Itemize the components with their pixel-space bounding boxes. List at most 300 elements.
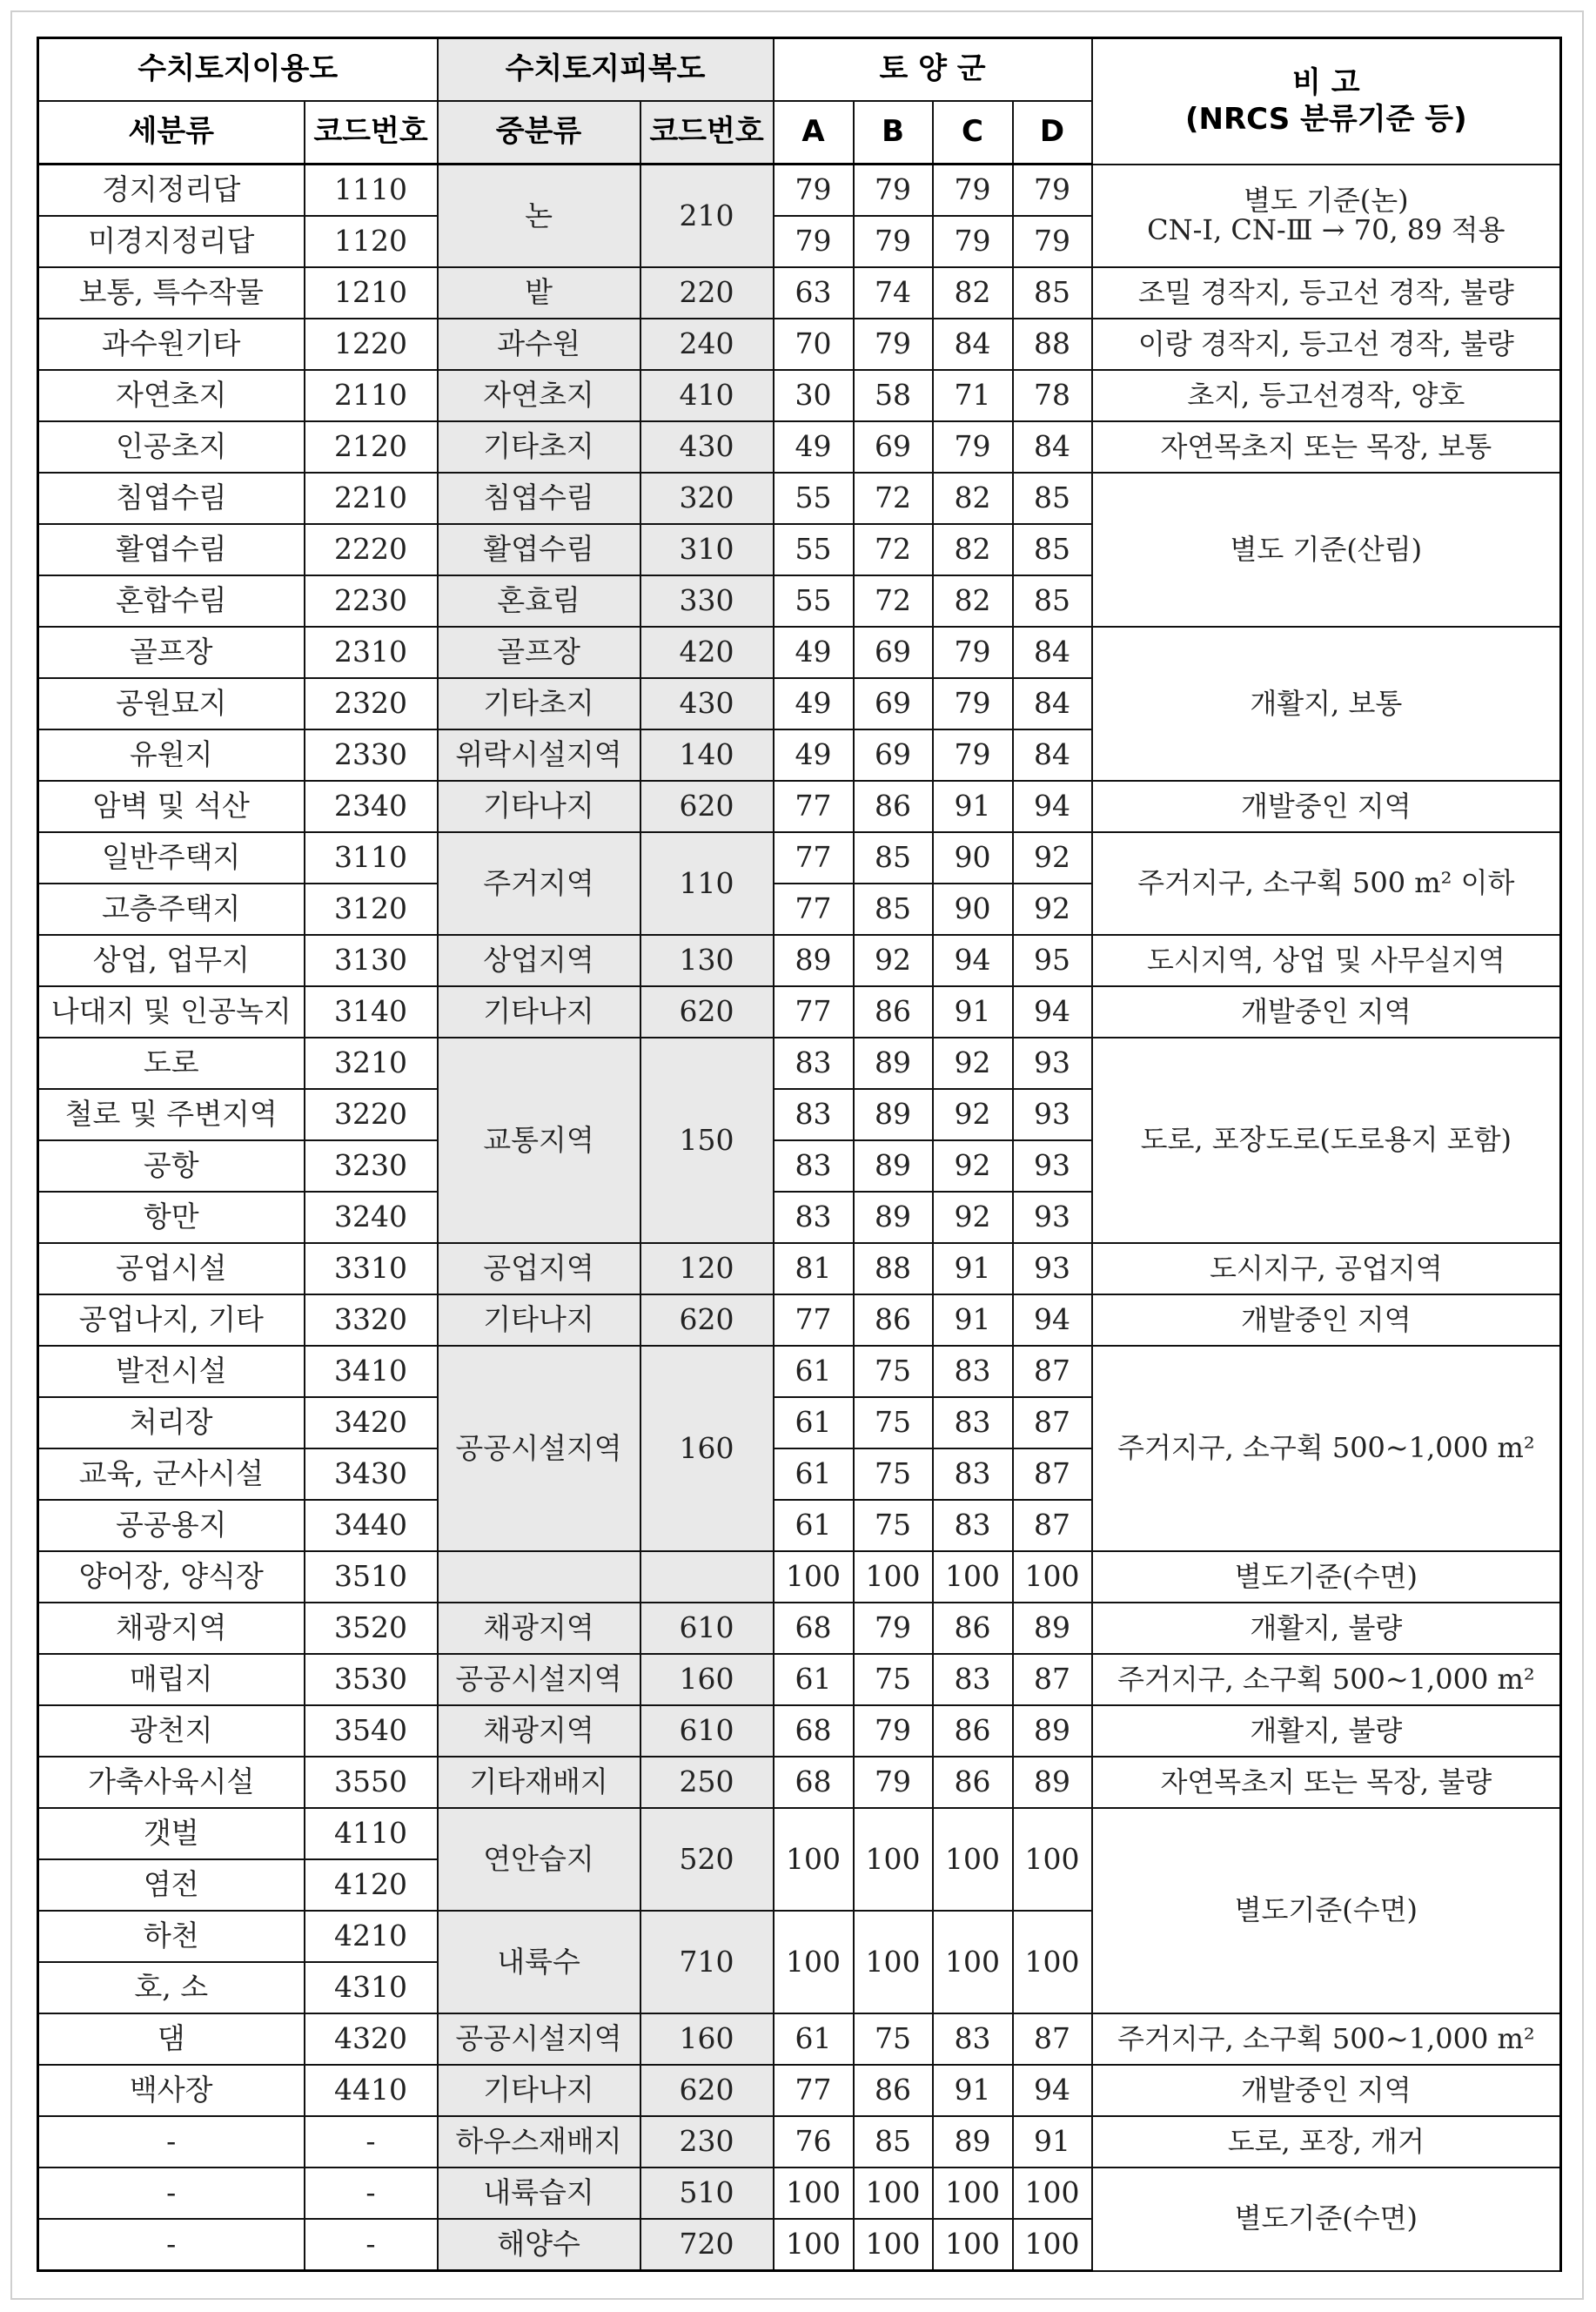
cell-subclass: 공업시설 bbox=[38, 1243, 305, 1294]
table-row bbox=[38, 1603, 1561, 1654]
cell-soil-a: 68 bbox=[774, 1705, 854, 1757]
cell-code1: 2210 bbox=[305, 473, 438, 524]
cell-code2: 160 bbox=[640, 1654, 774, 1705]
cell-soil-d: 89 bbox=[1013, 1603, 1092, 1654]
cell-soil-b: 100 bbox=[854, 1808, 933, 1911]
cell-code2: 610 bbox=[640, 1603, 774, 1654]
cell-code1: 3230 bbox=[305, 1140, 438, 1192]
cell-soil-b: 75 bbox=[854, 1346, 933, 1397]
cell-soil-d: 89 bbox=[1013, 1757, 1092, 1808]
header-remarks-line2: (NRCS 분류기준 등) bbox=[1184, 102, 1467, 138]
cell-soil-a: 55 bbox=[774, 575, 854, 627]
cell-soil-d: 85 bbox=[1013, 267, 1092, 319]
cell-subclass: - bbox=[38, 2219, 305, 2271]
cell-soil-d: 100 bbox=[1013, 1808, 1092, 1911]
header-soil-b: B bbox=[854, 101, 933, 165]
cell-code1: 4410 bbox=[305, 2065, 438, 2116]
cell-soil-a: 63 bbox=[774, 267, 854, 319]
cell-soil-d: 84 bbox=[1013, 678, 1092, 729]
cell-code1: 2330 bbox=[305, 729, 438, 781]
cell-subclass: 가축사육시설 bbox=[38, 1757, 305, 1808]
cell-subclass: 공항 bbox=[38, 1140, 305, 1192]
cell-soil-b: 100 bbox=[854, 2219, 933, 2271]
cell-midclass: 하우스재배지 bbox=[438, 2116, 640, 2168]
cell-midclass: 논 bbox=[438, 165, 640, 268]
cell-soil-b: 86 bbox=[854, 1294, 933, 1346]
cell-soil-c: 83 bbox=[933, 1448, 1013, 1500]
remark-text: 초지, 등고선경작, 양호 bbox=[1187, 378, 1465, 412]
cell-soil-a: 61 bbox=[774, 1448, 854, 1500]
cell-soil-c: 82 bbox=[933, 524, 1013, 575]
cell-soil-d: 94 bbox=[1013, 986, 1092, 1038]
cell-code2: 620 bbox=[640, 781, 774, 832]
cell-code2: 610 bbox=[640, 1705, 774, 1757]
cell-midclass: 내륙습지 bbox=[438, 2168, 640, 2219]
remark-text: 개발중인 지역 bbox=[1240, 2073, 1412, 2107]
cell-soil-a: 77 bbox=[774, 884, 854, 935]
cell-remark bbox=[1092, 1294, 1561, 1346]
cell-soil-a: 83 bbox=[774, 1140, 854, 1192]
cell-remark bbox=[1092, 935, 1561, 986]
cell-midclass: 공공시설지역 bbox=[438, 1654, 640, 1705]
cell-soil-c: 83 bbox=[933, 1500, 1013, 1551]
cell-code1: 3540 bbox=[305, 1705, 438, 1757]
cell-soil-b: 89 bbox=[854, 1192, 933, 1243]
cell-soil-b: 86 bbox=[854, 2065, 933, 2116]
table-row bbox=[38, 1808, 1561, 1859]
cell-soil-a: 76 bbox=[774, 2116, 854, 2168]
table-row bbox=[38, 1757, 1561, 1808]
cn-classification-table bbox=[37, 37, 1562, 2272]
header-soil-group: 토 양 군 bbox=[774, 38, 1092, 102]
cell-code1: 1210 bbox=[305, 267, 438, 319]
header-subclass: 세분류 bbox=[38, 101, 305, 165]
remark-text: 개활지, 보통 bbox=[1250, 686, 1403, 720]
cell-soil-c: 100 bbox=[933, 1551, 1013, 1603]
cell-soil-b: 75 bbox=[854, 1397, 933, 1448]
cell-midclass: 기타나지 bbox=[438, 781, 640, 832]
cell-soil-a: 61 bbox=[774, 1654, 854, 1705]
cell-soil-b: 89 bbox=[854, 1038, 933, 1089]
cell-code2: 130 bbox=[640, 935, 774, 986]
cell-soil-a: 30 bbox=[774, 370, 854, 421]
cell-soil-c: 89 bbox=[933, 2116, 1013, 2168]
cell-soil-b: 92 bbox=[854, 935, 933, 986]
cell-soil-a: 83 bbox=[774, 1038, 854, 1089]
cell-remark bbox=[1092, 2065, 1561, 2116]
cell-remark bbox=[1092, 1808, 1561, 2013]
cell-code1: 4120 bbox=[305, 1859, 438, 1911]
header-code2: 코드번호 bbox=[640, 101, 774, 165]
cell-remark bbox=[1092, 832, 1561, 935]
cell-soil-b: 89 bbox=[854, 1140, 933, 1192]
cell-remark bbox=[1092, 1757, 1561, 1808]
cell-midclass: 상업지역 bbox=[438, 935, 640, 986]
cell-soil-a: 49 bbox=[774, 729, 854, 781]
cell-remark bbox=[1092, 781, 1561, 832]
remark-text: 도로, 포장, 개거 bbox=[1227, 2124, 1425, 2158]
cell-soil-d: 79 bbox=[1013, 216, 1092, 267]
cell-code2: 230 bbox=[640, 2116, 774, 2168]
cell-soil-c: 82 bbox=[933, 267, 1013, 319]
cell-code1: 2310 bbox=[305, 627, 438, 678]
cell-soil-d: 85 bbox=[1013, 524, 1092, 575]
cell-code1: 3120 bbox=[305, 884, 438, 935]
cell-code2: 620 bbox=[640, 1294, 774, 1346]
cell-remark bbox=[1092, 267, 1561, 319]
cell-soil-d: 85 bbox=[1013, 575, 1092, 627]
cell-soil-a: 68 bbox=[774, 1757, 854, 1808]
cell-soil-c: 79 bbox=[933, 678, 1013, 729]
cell-soil-b: 75 bbox=[854, 2013, 933, 2065]
cell-subclass: 과수원기타 bbox=[38, 319, 305, 370]
remark-text: 주거지구, 소구획 500~1,000 m² bbox=[1117, 1431, 1535, 1465]
cell-soil-c: 94 bbox=[933, 935, 1013, 986]
cell-midclass: 채광지역 bbox=[438, 1705, 640, 1757]
header-soil-d: D bbox=[1013, 101, 1092, 165]
cell-midclass: 기타나지 bbox=[438, 986, 640, 1038]
cell-code2: 220 bbox=[640, 267, 774, 319]
table-row bbox=[38, 1243, 1561, 1294]
cell-midclass: 내륙수 bbox=[438, 1911, 640, 2013]
cell-soil-a: 79 bbox=[774, 165, 854, 217]
table-row bbox=[38, 2116, 1561, 2168]
cell-soil-b: 79 bbox=[854, 1757, 933, 1808]
cell-code2 bbox=[640, 1551, 774, 1603]
table-row bbox=[38, 781, 1561, 832]
remark-text: 개발중인 지역 bbox=[1240, 789, 1412, 823]
cell-soil-b: 69 bbox=[854, 729, 933, 781]
remark-text: 별도기준(수면) bbox=[1234, 2201, 1418, 2235]
cell-soil-a: 61 bbox=[774, 1500, 854, 1551]
cell-soil-d: 92 bbox=[1013, 832, 1092, 884]
cell-code2: 320 bbox=[640, 473, 774, 524]
cell-remark bbox=[1092, 1243, 1561, 1294]
cell-code2: 160 bbox=[640, 1346, 774, 1551]
cell-code1: 3240 bbox=[305, 1192, 438, 1243]
cell-soil-d: 84 bbox=[1013, 421, 1092, 473]
cell-soil-b: 72 bbox=[854, 575, 933, 627]
cell-soil-c: 92 bbox=[933, 1192, 1013, 1243]
cell-subclass: 자연초지 bbox=[38, 370, 305, 421]
cell-soil-c: 83 bbox=[933, 1397, 1013, 1448]
cell-code1: 2320 bbox=[305, 678, 438, 729]
remark-text: 도로, 포장도로(도로용지 포함) bbox=[1140, 1123, 1512, 1157]
cell-code2: 420 bbox=[640, 627, 774, 678]
cell-code1: 2230 bbox=[305, 575, 438, 627]
cell-midclass: 해양수 bbox=[438, 2219, 640, 2271]
cell-soil-a: 49 bbox=[774, 627, 854, 678]
cell-code2: 330 bbox=[640, 575, 774, 627]
cell-code1: 3210 bbox=[305, 1038, 438, 1089]
cell-soil-d: 87 bbox=[1013, 2013, 1092, 2065]
cell-soil-d: 91 bbox=[1013, 2116, 1092, 2168]
table-row bbox=[38, 1038, 1561, 1089]
cell-code2: 720 bbox=[640, 2219, 774, 2271]
cell-code1: - bbox=[305, 2168, 438, 2219]
cell-soil-c: 92 bbox=[933, 1140, 1013, 1192]
cell-midclass: 연안습지 bbox=[438, 1808, 640, 1911]
cell-soil-a: 100 bbox=[774, 1551, 854, 1603]
cell-code2: 160 bbox=[640, 2013, 774, 2065]
cell-code1: - bbox=[305, 2219, 438, 2271]
cell-code2: 110 bbox=[640, 832, 774, 935]
cell-soil-a: 70 bbox=[774, 319, 854, 370]
table-row bbox=[38, 2013, 1561, 2065]
cell-code1: 4320 bbox=[305, 2013, 438, 2065]
remark-text: 자연목초지 또는 목장, 불량 bbox=[1160, 1764, 1492, 1798]
cell-soil-c: 92 bbox=[933, 1038, 1013, 1089]
cell-midclass: 과수원 bbox=[438, 319, 640, 370]
table-row bbox=[38, 1551, 1561, 1603]
cell-subclass: 호, 소 bbox=[38, 1962, 305, 2013]
header-soil-a: A bbox=[774, 101, 854, 165]
cell-subclass: 공원묘지 bbox=[38, 678, 305, 729]
cell-midclass: 밭 bbox=[438, 267, 640, 319]
cell-code1: 2120 bbox=[305, 421, 438, 473]
table-row bbox=[38, 473, 1561, 524]
cell-code1: 4110 bbox=[305, 1808, 438, 1859]
cell-code1: 3320 bbox=[305, 1294, 438, 1346]
remark-text-line2: CN-Ⅰ, CN-Ⅲ → 70, 89 적용 bbox=[1147, 212, 1505, 246]
cell-soil-b: 85 bbox=[854, 884, 933, 935]
cell-subclass: 고층주택지 bbox=[38, 884, 305, 935]
cell-subclass: 항만 bbox=[38, 1192, 305, 1243]
table-row bbox=[38, 1346, 1561, 1397]
cell-code1: 3430 bbox=[305, 1448, 438, 1500]
cell-soil-d: 87 bbox=[1013, 1397, 1092, 1448]
remark-text: 개발중인 지역 bbox=[1240, 994, 1412, 1028]
cell-code1: 3410 bbox=[305, 1346, 438, 1397]
cell-code1: 3420 bbox=[305, 1397, 438, 1448]
cell-subclass: 활엽수림 bbox=[38, 524, 305, 575]
cell-soil-a: 81 bbox=[774, 1243, 854, 1294]
cell-remark bbox=[1092, 421, 1561, 473]
cell-soil-d: 94 bbox=[1013, 781, 1092, 832]
cell-soil-d: 78 bbox=[1013, 370, 1092, 421]
cell-midclass: 침엽수림 bbox=[438, 473, 640, 524]
table-row bbox=[38, 832, 1561, 884]
cell-subclass: 인공초지 bbox=[38, 421, 305, 473]
cell-soil-d: 100 bbox=[1013, 1551, 1092, 1603]
table-body bbox=[38, 165, 1561, 2271]
cell-subclass: 경지정리답 bbox=[38, 165, 305, 217]
cell-soil-a: 61 bbox=[774, 2013, 854, 2065]
cell-soil-b: 89 bbox=[854, 1089, 933, 1140]
cell-soil-c: 91 bbox=[933, 1243, 1013, 1294]
cell-soil-a: 100 bbox=[774, 2168, 854, 2219]
cell-soil-b: 79 bbox=[854, 165, 933, 217]
cell-soil-c: 84 bbox=[933, 319, 1013, 370]
cell-soil-b: 85 bbox=[854, 832, 933, 884]
cell-remark bbox=[1092, 1603, 1561, 1654]
cell-subclass: 갯벌 bbox=[38, 1808, 305, 1859]
cell-midclass: 혼효림 bbox=[438, 575, 640, 627]
cell-soil-d: 95 bbox=[1013, 935, 1092, 986]
table-row bbox=[38, 421, 1561, 473]
cell-code2: 430 bbox=[640, 678, 774, 729]
header-cover-group: 수치토지피복도 bbox=[438, 38, 774, 102]
cell-midclass: 골프장 bbox=[438, 627, 640, 678]
remark-text: 별도기준(수면) bbox=[1234, 1559, 1418, 1593]
cell-soil-b: 100 bbox=[854, 1551, 933, 1603]
cell-remark bbox=[1092, 2168, 1561, 2271]
cell-code2: 510 bbox=[640, 2168, 774, 2219]
table-row bbox=[38, 935, 1561, 986]
cell-code2: 310 bbox=[640, 524, 774, 575]
cell-soil-c: 79 bbox=[933, 165, 1013, 217]
cell-soil-b: 69 bbox=[854, 678, 933, 729]
cell-soil-b: 79 bbox=[854, 1705, 933, 1757]
header-code1: 코드번호 bbox=[305, 101, 438, 165]
cell-soil-a: 61 bbox=[774, 1397, 854, 1448]
cell-subclass: 발전시설 bbox=[38, 1346, 305, 1397]
cell-code1: 3110 bbox=[305, 832, 438, 884]
cell-subclass: 양어장, 양식장 bbox=[38, 1551, 305, 1603]
cell-soil-b: 72 bbox=[854, 473, 933, 524]
cell-subclass: 매립지 bbox=[38, 1654, 305, 1705]
cell-soil-d: 94 bbox=[1013, 1294, 1092, 1346]
remark-text: 개활지, 불량 bbox=[1250, 1713, 1403, 1747]
cell-soil-c: 92 bbox=[933, 1089, 1013, 1140]
cell-subclass: 유원지 bbox=[38, 729, 305, 781]
remark-text: 주거지구, 소구획 500 m² 이하 bbox=[1137, 866, 1515, 900]
cell-soil-b: 75 bbox=[854, 1448, 933, 1500]
cell-soil-c: 83 bbox=[933, 1654, 1013, 1705]
table-row bbox=[38, 370, 1561, 421]
remark-text: 개발중인 지역 bbox=[1240, 1302, 1412, 1336]
cell-code1: 4310 bbox=[305, 1962, 438, 2013]
cell-soil-d: 87 bbox=[1013, 1448, 1092, 1500]
cell-soil-a: 49 bbox=[774, 678, 854, 729]
cell-remark bbox=[1092, 165, 1561, 268]
cell-code1: 2110 bbox=[305, 370, 438, 421]
remark-text: 도시지구, 공업지역 bbox=[1209, 1251, 1443, 1285]
cell-midclass: 기타나지 bbox=[438, 2065, 640, 2116]
cell-remark bbox=[1092, 1038, 1561, 1243]
header-landuse-group: 수치토지이용도 bbox=[38, 38, 438, 102]
cell-soil-a: 55 bbox=[774, 473, 854, 524]
cell-soil-b: 69 bbox=[854, 627, 933, 678]
remark-text: 개활지, 불량 bbox=[1250, 1610, 1403, 1644]
cell-midclass: 활엽수림 bbox=[438, 524, 640, 575]
cell-subclass: 공공용지 bbox=[38, 1500, 305, 1551]
cell-soil-c: 79 bbox=[933, 421, 1013, 473]
cell-subclass: 광천지 bbox=[38, 1705, 305, 1757]
cell-subclass: 채광지역 bbox=[38, 1603, 305, 1654]
cell-subclass: 미경지정리답 bbox=[38, 216, 305, 267]
cell-soil-a: 83 bbox=[774, 1192, 854, 1243]
cell-code1: 3530 bbox=[305, 1654, 438, 1705]
cell-remark bbox=[1092, 986, 1561, 1038]
cell-code1: 3310 bbox=[305, 1243, 438, 1294]
cell-soil-a: 100 bbox=[774, 1911, 854, 2013]
cell-soil-a: 55 bbox=[774, 524, 854, 575]
cell-code1: 2220 bbox=[305, 524, 438, 575]
cell-remark bbox=[1092, 1346, 1561, 1551]
header-remarks-line1: 비 고 bbox=[1292, 64, 1360, 100]
cell-remark bbox=[1092, 370, 1561, 421]
cell-soil-c: 90 bbox=[933, 832, 1013, 884]
cell-soil-b: 100 bbox=[854, 2168, 933, 2219]
cell-code2: 620 bbox=[640, 986, 774, 1038]
cell-code2: 430 bbox=[640, 421, 774, 473]
cell-subclass: 혼합수림 bbox=[38, 575, 305, 627]
cell-soil-c: 90 bbox=[933, 884, 1013, 935]
cell-soil-d: 93 bbox=[1013, 1243, 1092, 1294]
cell-code1: 4210 bbox=[305, 1911, 438, 1962]
cell-soil-c: 79 bbox=[933, 729, 1013, 781]
remark-text: 주거지구, 소구획 500~1,000 m² bbox=[1117, 1662, 1535, 1696]
table-row bbox=[38, 1654, 1561, 1705]
cell-soil-a: 100 bbox=[774, 2219, 854, 2271]
cell-soil-c: 86 bbox=[933, 1757, 1013, 1808]
cell-soil-c: 91 bbox=[933, 1294, 1013, 1346]
cell-code2: 150 bbox=[640, 1038, 774, 1243]
cell-subclass: 교육, 군사시설 bbox=[38, 1448, 305, 1500]
cell-code2: 710 bbox=[640, 1911, 774, 2013]
cell-code1: - bbox=[305, 2116, 438, 2168]
header-midclass: 중분류 bbox=[438, 101, 640, 165]
cell-remark bbox=[1092, 2116, 1561, 2168]
cell-soil-c: 79 bbox=[933, 627, 1013, 678]
cell-midclass: 기타나지 bbox=[438, 1294, 640, 1346]
cell-soil-d: 84 bbox=[1013, 729, 1092, 781]
remark-text: 주거지구, 소구획 500~1,000 m² bbox=[1117, 2021, 1535, 2055]
table-row bbox=[38, 986, 1561, 1038]
cell-soil-c: 71 bbox=[933, 370, 1013, 421]
cell-soil-a: 77 bbox=[774, 986, 854, 1038]
cell-soil-d: 79 bbox=[1013, 165, 1092, 217]
cell-soil-d: 100 bbox=[1013, 1911, 1092, 2013]
cell-soil-b: 79 bbox=[854, 216, 933, 267]
cell-soil-c: 100 bbox=[933, 1911, 1013, 2013]
cell-subclass: 골프장 bbox=[38, 627, 305, 678]
cell-code2: 620 bbox=[640, 2065, 774, 2116]
cell-soil-d: 100 bbox=[1013, 2219, 1092, 2271]
cell-soil-a: 79 bbox=[774, 216, 854, 267]
cell-midclass: 채광지역 bbox=[438, 1603, 640, 1654]
cell-remark bbox=[1092, 2013, 1561, 2065]
cell-midclass: 기타초지 bbox=[438, 678, 640, 729]
cell-midclass: 공공시설지역 bbox=[438, 1346, 640, 1551]
cell-soil-a: 83 bbox=[774, 1089, 854, 1140]
cell-soil-d: 93 bbox=[1013, 1192, 1092, 1243]
table-row bbox=[38, 1705, 1561, 1757]
cell-soil-d: 93 bbox=[1013, 1140, 1092, 1192]
table-row bbox=[38, 319, 1561, 370]
cell-subclass: 보통, 특수작물 bbox=[38, 267, 305, 319]
cell-soil-c: 83 bbox=[933, 2013, 1013, 2065]
cell-soil-b: 75 bbox=[854, 1500, 933, 1551]
table-row bbox=[38, 2168, 1561, 2219]
cell-remark bbox=[1092, 1551, 1561, 1603]
header-soil-c: C bbox=[933, 101, 1013, 165]
cell-code1: 1120 bbox=[305, 216, 438, 267]
cell-code1: 3440 bbox=[305, 1500, 438, 1551]
cell-soil-d: 87 bbox=[1013, 1654, 1092, 1705]
remark-text: 자연목초지 또는 목장, 보통 bbox=[1160, 429, 1492, 463]
cell-soil-a: 68 bbox=[774, 1603, 854, 1654]
cell-midclass: 공업지역 bbox=[438, 1243, 640, 1294]
cell-code2: 250 bbox=[640, 1757, 774, 1808]
cell-code1: 3220 bbox=[305, 1089, 438, 1140]
cell-soil-a: 100 bbox=[774, 1808, 854, 1911]
cell-subclass: 암벽 및 석산 bbox=[38, 781, 305, 832]
cell-soil-b: 85 bbox=[854, 2116, 933, 2168]
cell-code2: 120 bbox=[640, 1243, 774, 1294]
cell-code1: 3520 bbox=[305, 1603, 438, 1654]
